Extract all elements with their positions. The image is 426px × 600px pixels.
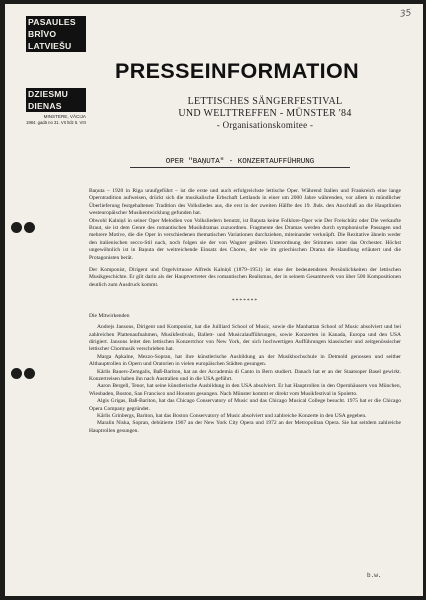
punch-hole — [11, 222, 22, 233]
logo-line: PASAULES — [26, 16, 86, 28]
subject-line: OPER "BAŅUTA" - KONZERTAUFFÜHRUNG — [130, 158, 350, 168]
punch-hole — [11, 368, 22, 379]
performer-entry: Aaron Bergell, Tenor, hat seine künstlerische Ausbildung in den USA absolviert. Er hat Hauptrollen in den Opernhäusern von München, Wiesbaden, Boston, San Francisco und Houston gesungen. Nach Münster kommt er direkt vom Musikfestival in Spoletto. — [89, 383, 401, 397]
performers-heading: Die Mitwirkenden — [89, 312, 130, 319]
logo-place: MINSTERE, VĀCIJA — [43, 114, 86, 119]
separator: ******* — [231, 298, 259, 305]
performer-entry: Kārlis Grinbergs, Bariton, hat das Boston Conservatory of Music absolviert und zahlreiche Konzerte in den USA gegeben. — [97, 412, 367, 419]
logo-line: DZIESMU — [26, 88, 86, 100]
author-initials: b.w. — [367, 572, 382, 579]
punch-hole — [24, 368, 35, 379]
header-subtitle: LETTISCHES SÄNGERFESTIVAL — [187, 96, 343, 107]
header-organizer: - Organisationskomitee - — [216, 120, 314, 130]
body-text — [89, 188, 401, 435]
page-number: 35 — [398, 8, 412, 20]
paragraph: Der Komponist, Dirigent und Orgelvirtuose Alfreds Kalniņš (1879–1951) ist eine der bedeutendsten Persönlichkeiten der lettischen Musikgeschichte. Er gilt darin als der Hauptvertreter des romantischen Realismus, der in seinem Gesamtwerk von über 500 Kompositionen deutlich zum Ausdruck kommt. — [89, 267, 401, 288]
header-subtitle: UND WELTTREFFEN - MÜNSTER '84 — [178, 108, 352, 119]
paragraph: Obwohl Kalniņš in seiner Oper Melodien von Volksliedern benutzt, ist Baņuta keine Folklore-Oper wie Der Freischütz oder Die verkaufte Braut, sie ist dem Genre des romantischen Musikdramas zuzuordnen. Fragmente des Dramas werden durch symphonische Passagen und mehrere Motive, die die Oper in verschiedenen thematischen Variationen durchziehen, miteinander verknüpft. Die Rezitative ähneln weder den italienischen secco-Stil nach, noch folgen sie der von Wagner geübten Unterordnung der Stimmen unter das Orchester. Höchst ungewöhnlich ist in Baņuta der weitreichende Einsatz des Chores, der wie im griechischen Drama die Handlung erläutert und die Protagonisten berät. — [89, 217, 401, 261]
document-page — [5, 4, 423, 596]
festival-logo — [26, 16, 86, 166]
performer-entry: Andrejs Jansons, Dirigent und Komponist, hat die Juilliard School of Music, sowie die Manhattan School of Music absolviert und bei zahlreichen Plattenaufnahmen, Musikfestivals, Ballett- und Musicalaufführungen, sowie Konzerten in Kanada, Europa und den USA dirigiert. Jansons leitet den lettischen Konzertchor von New York, der sich hochwertigen Aufführungen klassischer und zeitgenössischer lettischer Chormusik verschrieben hat. — [89, 324, 401, 353]
performer-entry: Marga Apkalne, Mezzo-Sopran, hat ihre künstlerische Ausbildung an der Musikhochschule in Detmold genossen und seither Althauptrollen in Opern und Oratorien in vielen europäischen Städten gesungen. — [89, 353, 401, 368]
logo-line: BRĪVO — [26, 28, 86, 40]
paragraph: Baņuta – 1920 in Riga uraufgeführt – ist die erste und auch erfolgreichste lettische Oper. Während Italien und Frankreich eine lange Operntradition aufweisen, drückt sich die musikalische Erbschaft Lettlands in einer um 2000 Jahre währenden, vor allem in mündlicher Überlieferung festgehaltenen Tradition des Volksliedes aus, die erst in der zweiten Hälfte des 19. Jhds. den Anschluß an die Hauptlinien westeuropäischer Musikentwicklung gefunden hat. — [89, 188, 401, 217]
performer-entry: Maralin Niska, Sopran, debütierte 1967 an der New York City Opera und 1972 an der Metropolitan Opera. Sie hat seitdem zahlreiche Hauptrollen gesungen. — [89, 420, 401, 434]
logo-line: LATVIEŠU — [26, 40, 86, 52]
page-title: PRESSEINFORMATION — [115, 59, 360, 83]
performer-entry: Algis Grigas, Baß-Bariton, hat das Chicago Conservatory of Music und das Chicago Musical College besucht. 1975 hat er die Chicago Opera Company gegründet. — [89, 398, 401, 412]
performer-entry: Kārlis Bauers-Zemgalis, Baß-Bariton, hat an der Accademia di Canto in Bern studiert. Danach hat er an der Staatsoper Basel gewirkt. Konzertreisen haben ihn nach Australien und in die USA geführt. — [89, 368, 401, 382]
logo-line: DIENAS — [26, 100, 86, 112]
logo-dates: 1984. gadā no 31. VII līdz 5. VIII — [26, 120, 86, 125]
punch-hole — [24, 222, 35, 233]
